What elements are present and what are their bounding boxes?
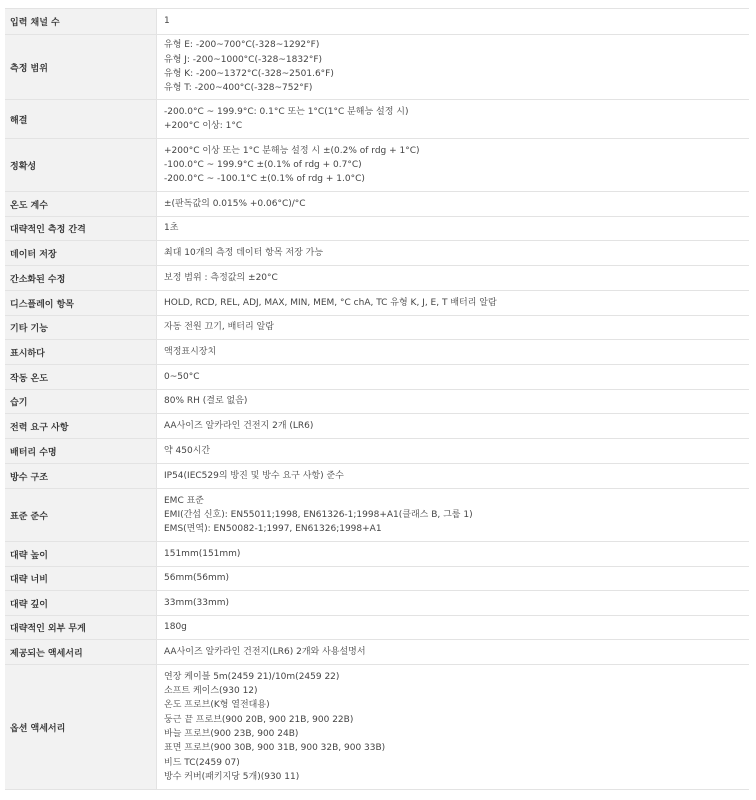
spec-value-line: ±(판독값의 0.015% +0.06°C)/°C	[164, 198, 306, 209]
spec-value-line: EMC 표준	[164, 495, 204, 506]
spec-label: 데이터 저장	[5, 241, 157, 266]
spec-value	[157, 489, 749, 542]
spec-value	[157, 439, 749, 464]
spec-label: 배터리 수명	[5, 439, 157, 464]
spec-value-line: -100.0°C ~ 199.9°C ±(0.1% of rdg + 0.7°C)	[164, 159, 362, 170]
spec-value	[157, 340, 749, 365]
spec-value-line: 방수 커버(패키지당 5개)(930 11)	[164, 771, 300, 782]
spec-row	[5, 192, 749, 217]
spec-value-line: EMS(면역): EN50082-1;1997, EN61326;1998+A1	[164, 524, 382, 535]
spec-label: 측정 범위	[5, 35, 157, 100]
spec-value-line: AA사이즈 알카라인 건전지 2개 (LR6)	[164, 420, 314, 431]
spec-value	[157, 542, 749, 567]
spec-value-line: 바늘 프로브(900 23B, 900 24B)	[164, 729, 299, 739]
spec-row	[5, 217, 749, 241]
spec-value-line: -200.0°C ~ 199.9°C: 0.1°C 또는 1°C(1°C 분해능 설정 시)	[164, 106, 409, 117]
spec-row	[5, 35, 749, 100]
spec-row	[5, 464, 749, 489]
spec-row	[5, 390, 749, 414]
spec-row	[5, 291, 749, 316]
spec-value	[157, 266, 749, 291]
spec-value-line: 자동 전원 끄기, 배터리 알람	[164, 322, 274, 333]
spec-value-line: 유형 E: -200~700°C(-328~1292°F)	[164, 40, 320, 51]
spec-label: 옵션 액세서리	[5, 665, 157, 790]
spec-value	[157, 464, 749, 489]
spec-value-line: HOLD, RCD, REL, ADJ, MAX, MIN, MEM, °C chA, TC 유형 K, J, E, T 배터리 알람	[164, 297, 497, 308]
spec-value	[157, 390, 749, 414]
spec-value-line: 온도 프로브(K형 열전대용)	[164, 700, 270, 711]
spec-value	[157, 365, 749, 390]
spec-value	[157, 35, 749, 100]
spec-value-line: EMI(간섭 신호): EN55011;1998, EN61326-1;1998+A1(클래스 B, 그룹 1)	[164, 509, 473, 520]
spec-value-line: +200°C 이상 또는 1°C 분해능 설정 시 ±(0.2% of rdg + 1°C)	[164, 145, 420, 156]
spec-value	[157, 291, 749, 316]
specifications-body	[5, 9, 749, 790]
spec-row	[5, 567, 749, 591]
spec-value-line: 80% RH (결로 없음)	[164, 396, 248, 407]
spec-row	[5, 340, 749, 365]
spec-value	[157, 316, 749, 340]
spec-row	[5, 365, 749, 390]
spec-label: 입력 채널 수	[5, 9, 157, 35]
spec-row	[5, 665, 749, 790]
spec-value	[157, 414, 749, 439]
spec-label: 제공되는 액세서리	[5, 640, 157, 665]
spec-label: 해결	[5, 100, 157, 139]
spec-label: 대략 너비	[5, 567, 157, 591]
spec-value-line: 유형 T: -200~400°C(-328~752°F)	[164, 83, 313, 94]
spec-value-line: -200.0°C ~ -100.1°C ±(0.1% of rdg + 1.0°C)	[164, 174, 365, 185]
spec-label: 간소화된 수정	[5, 266, 157, 291]
spec-label: 방수 구조	[5, 464, 157, 489]
spec-label: 표시하다	[5, 340, 157, 365]
spec-row	[5, 266, 749, 291]
spec-value-line: 유형 K: -200~1372°C(-328~2501.6°F)	[164, 69, 334, 79]
spec-value-line: 둥근 끝 프로브(900 20B, 900 21B, 900 22B)	[164, 714, 354, 725]
spec-value-line: 56mm(56mm)	[164, 573, 229, 584]
spec-value-line: 0~50°C	[164, 371, 200, 382]
spec-label: 대략적인 외부 무게	[5, 616, 157, 640]
spec-row	[5, 640, 749, 665]
spec-row	[5, 489, 749, 542]
spec-value	[157, 100, 749, 139]
spec-row	[5, 316, 749, 340]
spec-value	[157, 192, 749, 217]
spec-value	[157, 665, 749, 790]
spec-row	[5, 414, 749, 439]
spec-row	[5, 139, 749, 192]
spec-label: 대략 높이	[5, 542, 157, 567]
spec-value-line: AA사이즈 알카라인 건전지(LR6) 2개와 사용설명서	[164, 646, 366, 657]
spec-value-line: 보정 범위 : 측정값의 ±20°C	[164, 272, 278, 283]
spec-label: 표준 준수	[5, 489, 157, 542]
spec-label: 기타 기능	[5, 316, 157, 340]
spec-row	[5, 100, 749, 139]
spec-value	[157, 139, 749, 192]
spec-label: 전력 요구 사항	[5, 414, 157, 439]
spec-label: 디스플레이 항목	[5, 291, 157, 316]
spec-value-line: 151mm(151mm)	[164, 548, 241, 559]
spec-row	[5, 9, 749, 35]
spec-label: 대략 깊이	[5, 591, 157, 616]
spec-value	[157, 217, 749, 241]
spec-value-line: 소프트 케이스(930 12)	[164, 686, 258, 697]
spec-label: 온도 계수	[5, 192, 157, 217]
spec-value-line: 유형 J: -200~1000°C(-328~1832°F)	[164, 54, 323, 65]
spec-row	[5, 241, 749, 266]
spec-value-line: IP54(IEC529의 방진 및 방수 요구 사항) 준수	[164, 470, 344, 481]
spec-row	[5, 542, 749, 567]
spec-row	[5, 616, 749, 640]
spec-value-line: +200°C 이상: 1°C	[164, 121, 243, 131]
spec-value-line: 1초	[164, 223, 179, 234]
spec-value-line: 33mm(33mm)	[164, 597, 229, 608]
spec-label: 대략적인 측정 간격	[5, 217, 157, 241]
spec-value-line: 1	[164, 16, 170, 27]
spec-value	[157, 640, 749, 665]
spec-value-line: 표면 프로브(900 30B, 900 31B, 900 32B, 900 33B)	[164, 743, 386, 754]
spec-value	[157, 591, 749, 616]
spec-value	[157, 616, 749, 640]
spec-value	[157, 9, 749, 35]
spec-value-line: 약 450시간	[164, 445, 211, 456]
spec-value	[157, 241, 749, 266]
spec-value	[157, 567, 749, 591]
spec-label: 작동 온도	[5, 365, 157, 390]
spec-row	[5, 439, 749, 464]
specifications-table	[5, 8, 749, 790]
spec-value-line: 연장 케이블 5m(2459 21)/10m(2459 22)	[164, 671, 340, 682]
spec-value-line: 최대 10개의 측정 데이터 항목 저장 가능	[164, 247, 324, 258]
spec-value-line: 액정표시장치	[164, 346, 217, 357]
spec-row	[5, 591, 749, 616]
spec-label: 정확성	[5, 139, 157, 192]
spec-value-line: 비드 TC(2459 07)	[164, 757, 240, 768]
spec-label: 습기	[5, 390, 157, 414]
spec-value-line: 180g	[164, 622, 187, 633]
